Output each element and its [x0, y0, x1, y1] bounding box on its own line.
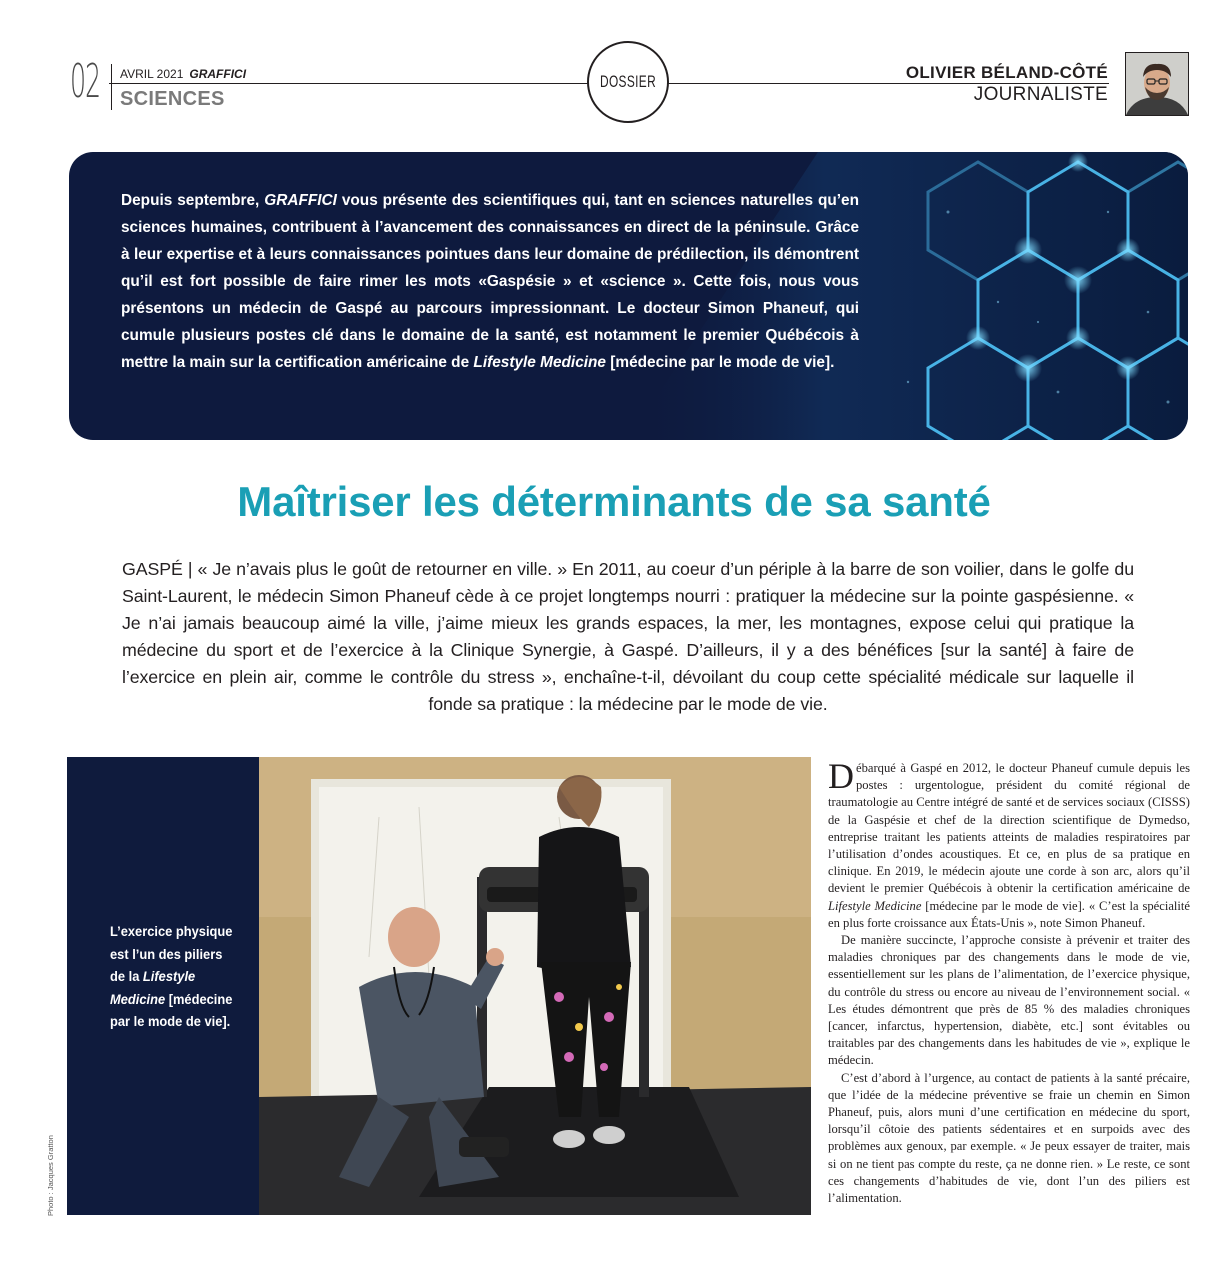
body-p1-part2: [médecine par le mode de vie]. « C’est la spécialité en plus forte croissance aux États-Unis », note Simon Phaneuf. — [828, 898, 1191, 930]
intro-text-part1: Depuis septembre, — [121, 192, 265, 209]
caption-italic: Lifestyle Medicine — [110, 968, 196, 1007]
section-label: SCIENCES — [120, 88, 225, 110]
issue-date — [120, 67, 246, 81]
author-portrait-image — [1125, 52, 1189, 116]
caption-part1: L’exercice physique est l’un des piliers de la — [110, 923, 233, 985]
author-role: JOURNALISTE — [973, 84, 1108, 105]
intro-banner — [69, 152, 1188, 440]
page-number: 02 — [70, 54, 101, 108]
intro-text-part3: [médecine par le mode de vie]. — [606, 354, 835, 371]
article-lede: GASPÉ | « Je n’avais plus le goût de retourner en ville. » En 2011, au coeur d’un périple à la barre de son voilier, dans le golfe du Saint-Laurent, le médecin Simon Phaneuf cède à ce projet longtemps nourri : pratiquer la médecine sur la pointe gaspésienne. « Je n’ai jamais beaucoup aimé la ville, j’aime mieux les grands espaces, la mer, les montagnes, expose celui qui pratique la médecine du sport et de l’exercice à la Clinique Synergie, à Gaspé. D’ailleurs, il y a des bénéfices [sur la santé] à faire de l’exercice en plein air, comme le contrôle du stress », enchaîne-t-il, dévoilant du coup cette spécialité médicale sur laquelle il fonde sa pratique : la médecine par le mode de vie. — [122, 559, 1134, 714]
photo-credit: Photo : Jacques Gratton — [46, 1135, 55, 1216]
feature-photo-block — [67, 757, 811, 1215]
intro-text — [121, 187, 859, 376]
intro-italic-term: Lifestyle Medicine — [473, 354, 606, 371]
caption-panel — [67, 757, 259, 1215]
intro-publication: GRAFFICI — [264, 192, 337, 209]
dossier-badge-label: DOSSIER — [599, 72, 657, 91]
issue-date-text: AVRIL 2021 — [120, 67, 184, 81]
body-p1-part1: ébarqué à Gaspé en 2012, le docteur Phaneuf cumule depuis les postes : urgentologue, président du comité régional de traumatologie au Centre intégré de santé et de services sociaux (CISSS) de la Gaspésie et chef de la direction scientifique de Dymedso, entreprise traitant les patients atteints de maladies respiratoires par l’utilisation d’ondes acoustiques. Et ce, en plus de sa pratique en clinique. En 2019, le médecin ajoute une corde à son arc, alors qu’il devient le premier Québécois à obtenir la certification américaine de — [828, 761, 1190, 896]
author-byline — [906, 63, 1108, 106]
article-title: Maîtriser les déterminants de sa santé — [237, 478, 991, 525]
body-p1-italic: Lifestyle Medicine — [828, 898, 922, 913]
header-divider — [111, 64, 112, 110]
photo-caption — [110, 920, 239, 1033]
body-paragraph-3: C’est d’abord à l’urgence, au contact de patients à la santé précaire, que l’idée de la médecine préventive se fraie un chemin en Simon Phaneuf, puis, alors muni d’une certification en médecine du sport, lorsqu’il côtoie des patients sédentaires et en surpoids avec des problèmes aux genoux, par exemple. « Je peux essayer de traiter, mais si on ne tient pas compte du reste, ça ne donne rien. » Le reste, ce sont ces changements d’habitudes de vie, dont l’un des piliers est l’alimentation. — [828, 1070, 1190, 1206]
intro-text-part2: vous présente des scientifiques qui, tant en sciences naturelles qu’en sciences humaines, contribuent à l’avancement des connaissances en direct de la péninsule. Grâce à leur expertise et à leurs connaissances pointues dans leur domaine de prédilection, ils démontrent qu’il est fort possible de faire rimer les mots «Gaspésie » et «science ». Cette fois, nous vous présentons un médecin de Gaspé au parcours impressionnant. Le docteur Simon Phaneuf, qui cumule plusieurs postes clé dans le domaine de la santé, est notamment le premier Québécois à mettre la main sur la certification américaine de — [121, 192, 859, 371]
treadmill-photo — [259, 757, 811, 1215]
article-body — [828, 756, 1191, 1207]
body-paragraph-1 — [828, 756, 1191, 932]
publication-name: GRAFFICI — [189, 67, 247, 81]
dossier-badge — [587, 41, 669, 123]
author-name: OLIVIER BÉLAND-CÔTÉ — [905, 63, 1108, 82]
body-paragraph-2: De manière succincte, l’approche consiste à prévenir et traiter des maladies chroniques par des changements dans le mode de vie, essentiellement sur les plans de l’alimentation, de l’exercice physique, du contrôle du stress ou encore au niveau de l’environnement social. « Les études démontrent que près de 85 % des maladies chroniques [cancer, infarctus, hypertension, diabète, etc.] sont évitables ou traitables par des changements dans les habitudes de vie », explique le médecin. — [828, 933, 1190, 1068]
caption-part2: [médecine par le mode de vie]. — [110, 990, 233, 1030]
drop-cap: D — [828, 756, 854, 796]
